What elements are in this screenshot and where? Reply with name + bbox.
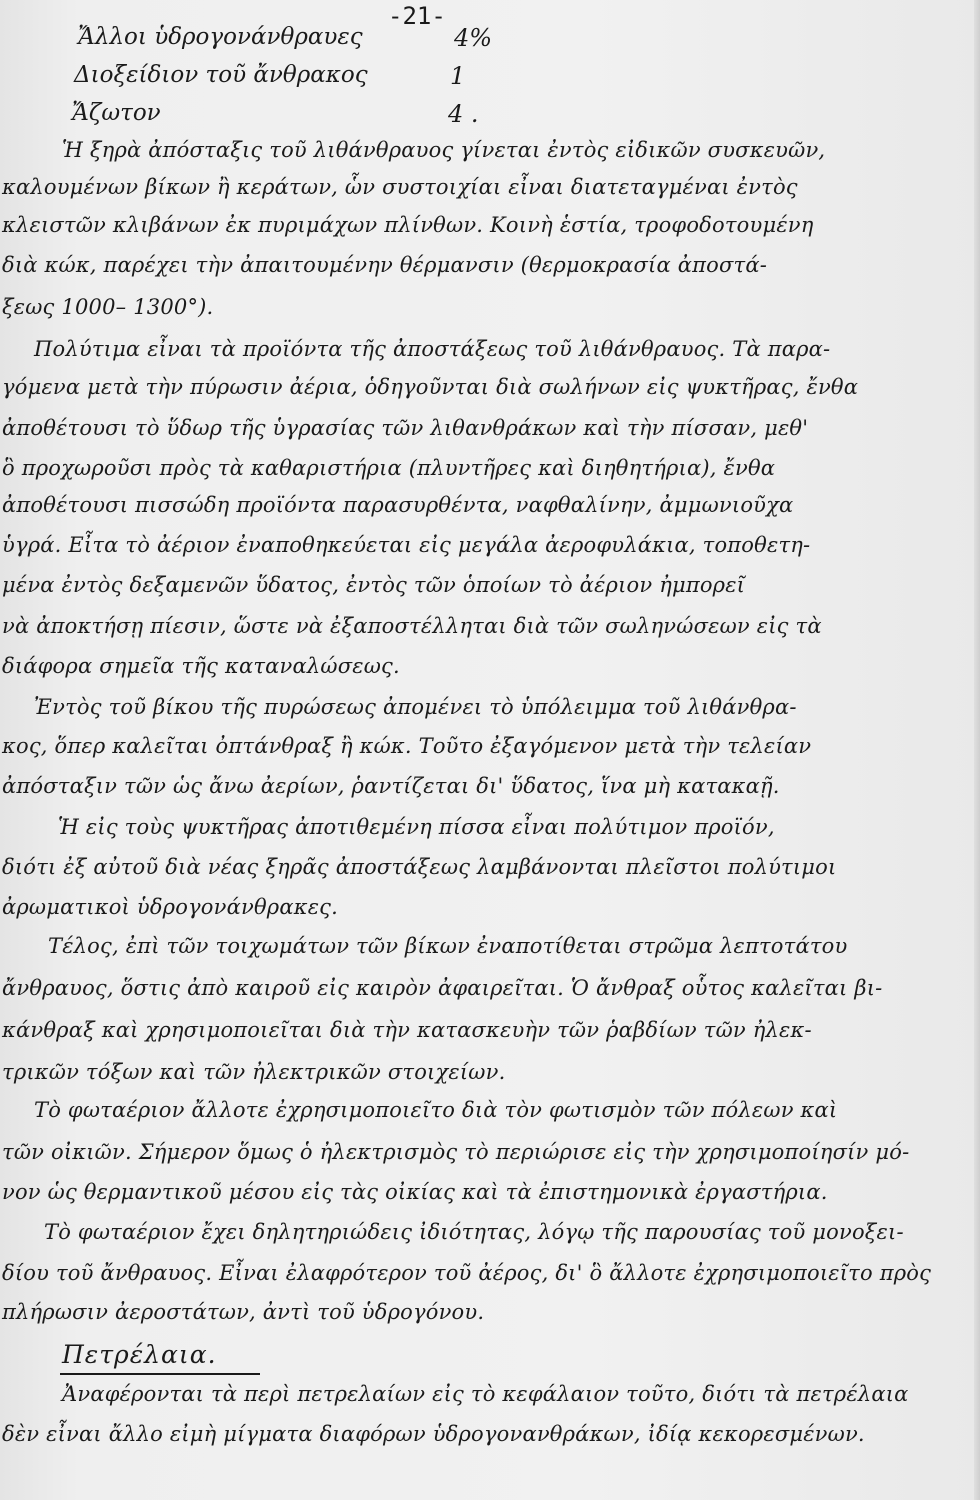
- text-line: δίου τοῦ ἄνθραυος. Εἶναι ἐλαφρότερον τοῦ ἀέρος, δι' ὃ ἄλλοτε ἐχρησιμοποιεῖτο πρὸς: [2, 1261, 932, 1285]
- composition-row: [72, 100, 532, 138]
- composition-value: 4%: [454, 24, 493, 52]
- text-line: γόμενα μετὰ τὴν πύρωσιν ἀέρια, ὁδηγοῦνται διὰ σωλήνων εἰς ψυκτῆρας, ἔνθα: [2, 375, 859, 399]
- page-edge-shadow: [974, 0, 980, 1500]
- text-line: ξεως 1000– 1300°).: [2, 295, 214, 319]
- text-line: διὰ κώκ, παρέχει τὴν ἀπαιτουμένην θέρμανσιν (θερμοκρασία ἀποστά-: [2, 253, 768, 277]
- section-heading: Πετρέλαια.: [62, 1340, 217, 1369]
- text-line: κλειστῶν κλιβάνων ἐκ πυριμάχων πλίνθων. Κοινὴ ἑστία, τροφοδοτουμένη: [2, 213, 814, 237]
- text-line: ὑγρά. Εἶτα τὸ ἀέριον ἐναποθηκεύεται εἰς μεγάλα ἀεροφυλάκια, τοποθετη-: [2, 533, 811, 557]
- text-line: νον ὡς θερμαντικοῦ μέσου εἰς τὰς οἰκίας καὶ τὰ ἐπιστημονικὰ ἐργαστήρια.: [2, 1180, 828, 1204]
- text-line: τρικῶν τόξων καὶ τῶν ἠλεκτρικῶν στοιχείων.: [2, 1060, 506, 1084]
- text-line: Τὸ φωταέριον ἔχει δηλητηριώδεις ἰδιότητας, λόγῳ τῆς παρουσίας τοῦ μονοξει-: [44, 1220, 904, 1244]
- heading-underline: [60, 1373, 260, 1375]
- text-line: Ἡ εἰς τοὺς ψυκτῆρας ἀποτιθεμένη πίσσα εἶναι πολύτιμον προϊόν,: [58, 815, 775, 839]
- text-line: μένα ἐντὸς δεξαμενῶν ὕδατος, ἐντὸς τῶν ὁποίων τὸ ἀέριον ἠμπορεῖ: [2, 573, 746, 597]
- text-line: ἀποθέτουσι τὸ ὕδωρ τῆς ὑγρασίας τῶν λιθανθράκων καὶ τὴν πίσσαν, μεθ': [2, 416, 809, 440]
- text-line: Τέλος, ἐπὶ τῶν τοιχωμάτων τῶν βίκων ἐναποτίθεται στρῶμα λεπτοτάτου: [48, 934, 848, 958]
- text-line: Ἐντὸς τοῦ βίκου τῆς πυρώσεως ἀπομένει τὸ ὑπόλειμμα τοῦ λιθάνθρα-: [34, 695, 797, 719]
- text-line: Πολύτιμα εἶναι τὰ προϊόντα τῆς ἀποστάξεως τοῦ λιθάνθραυος. Τὰ παρα-: [34, 337, 831, 361]
- text-line: ἀρωματικοὶ ὑδρογονάνθρακες.: [2, 895, 339, 919]
- composition-row: [78, 24, 538, 62]
- text-line: ἀποθέτουσι πισσώδη προϊόντα παρασυρθέντα, ναφθαλίνην, ἀμμωνιοῦχα: [2, 493, 794, 517]
- composition-value: 1: [450, 62, 466, 90]
- composition-row: [74, 62, 534, 100]
- composition-value: 4 .: [448, 100, 479, 128]
- text-line: ὃ προχωροῦσι πρὸς τὰ καθαριστήρια (πλυντῆρες καὶ διηθητήρια), ἔνθα: [2, 456, 776, 480]
- section-heading-block: [62, 1340, 217, 1369]
- text-line: τῶν οἰκιῶν. Σήμερον ὅμως ὁ ἠλεκτρισμὸς τὸ περιώρισε εἰς τὴν χρησιμοποίησίν μό-: [2, 1140, 910, 1164]
- text-line: ἄνθραυος, ὅστις ἀπὸ καιροῦ εἰς καιρὸν ἀφαιρεῖται. Ὁ ἄνθραξ οὗτος καλεῖται βι-: [2, 976, 883, 1000]
- text-line: Ἀναφέρονται τὰ περὶ πετρελαίων εἰς τὸ κεφάλαιον τοῦτο, διότι τὰ πετρέλαια: [62, 1382, 909, 1406]
- text-line: δὲν εἶναι ἄλλο εἰμὴ μίγματα διαφόρων ὑδρογονανθράκων, ἰδίᾳ κεκορεσμένων.: [2, 1422, 865, 1446]
- text-line: νὰ ἀποκτήσῃ πίεσιν, ὥστε νὰ ἐξαποστέλληται διὰ τῶν σωληνώσεων εἰς τὰ: [2, 614, 822, 638]
- composition-name: Διοξείδιον τοῦ ἄνθρακος: [74, 62, 368, 88]
- composition-name: Ἄλλοι ὑδρογονάνθραυες: [78, 24, 363, 50]
- page-number: -21-: [388, 2, 446, 30]
- composition-list: [72, 24, 538, 138]
- text-line: Ἡ ξηρὰ ἀπόσταξις τοῦ λιθάνθραυος γίνεται ἐντὸς εἰδικῶν συσκευῶν,: [62, 138, 826, 162]
- text-line: κος, ὅπερ καλεῖται ὀπτάνθραξ ἢ κώκ. Τοῦτο ἐξαγόμενον μετὰ τὴν τελείαν: [2, 734, 812, 758]
- text-line: κάνθραξ καὶ χρησιμοποιεῖται διὰ τὴν κατασκευὴν τῶν ῥαβδίων τῶν ἠλεκ-: [2, 1018, 812, 1042]
- text-line: καλουμένων βίκων ἢ κεράτων, ὧν συστοιχίαι εἶναι διατεταγμέναι ἐντὸς: [2, 175, 798, 199]
- text-line: διάφορα σημεῖα τῆς καταναλώσεως.: [2, 654, 400, 678]
- text-line: Τὸ φωταέριον ἄλλοτε ἐχρησιμοποιεῖτο διὰ τὸν φωτισμὸν τῶν πόλεων καὶ: [34, 1098, 838, 1122]
- composition-name: Ἄζωτον: [72, 100, 161, 126]
- text-line: ἀπόσταξιν τῶν ὡς ἄνω ἀερίων, ῥαντίζεται δι' ὕδατος, ἵνα μὴ κατακαῇ.: [2, 774, 780, 798]
- text-line: πλήρωσιν ἀεροστάτων, ἀντὶ τοῦ ὑδρογόνου.: [2, 1300, 485, 1324]
- text-line: διότι ἐξ αὐτοῦ διὰ νέας ξηρᾶς ἀποστάξεως λαμβάνονται πλεῖστοι πολύτιμοι: [2, 855, 837, 879]
